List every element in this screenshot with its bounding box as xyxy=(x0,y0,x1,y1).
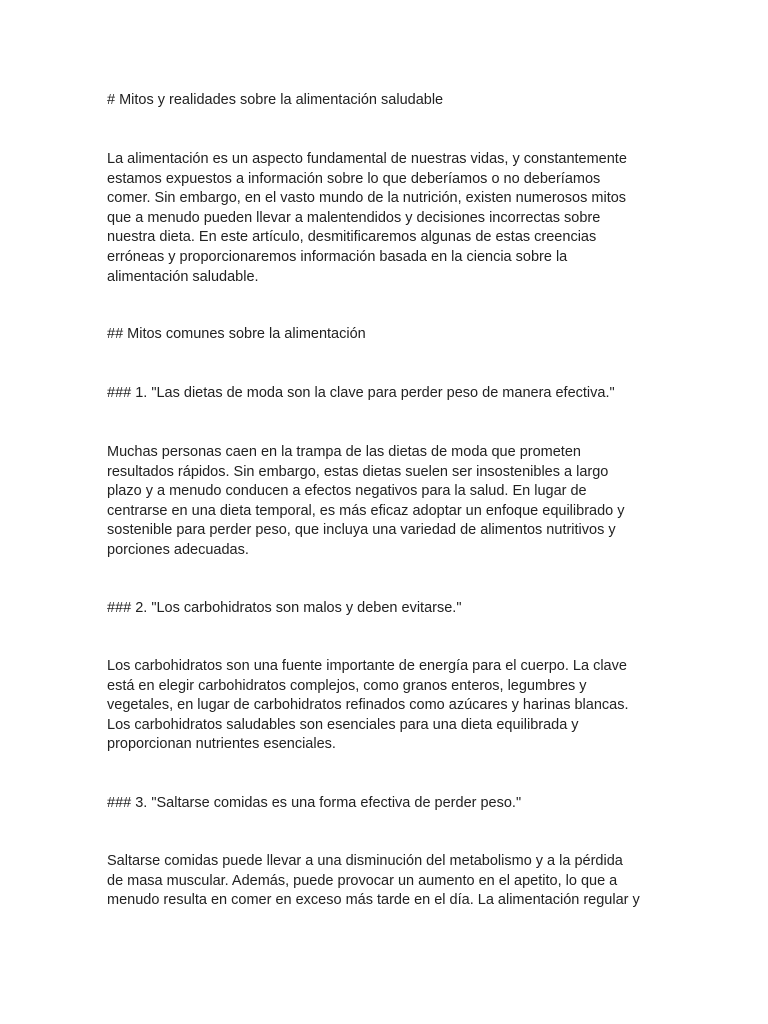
text-line: Saltarse comidas puede llevar a una disminución del metabolismo y a la pérdida xyxy=(107,853,623,869)
intro-paragraph xyxy=(107,150,667,287)
text-line: comer. Sin embargo, en el vasto mundo de la nutrición, existen numerosos mitos xyxy=(107,190,627,207)
text-line: estamos expuestos a información sobre lo que deberíamos o no deberíamos xyxy=(107,170,601,187)
document-title: # Mitos y realidades sobre la alimentación saludable xyxy=(107,92,444,108)
text-line: centrarse en una dieta temporal, es más eficaz adoptar un enfoque equilibrado y xyxy=(107,502,625,519)
myth-paragraph-1 xyxy=(107,443,667,561)
myth-heading-1: ### 1. "Las dietas de moda son la clave para perder peso de manera efectiva." xyxy=(107,385,615,401)
myth-paragraph-2 xyxy=(107,657,667,755)
text-line: porciones adecuadas. xyxy=(107,541,249,558)
text-line: plazo y a menudo conducen a efectos negativos para la salud. En lugar de xyxy=(107,483,587,500)
text-line: Muchas personas caen en la trampa de las dietas de moda que prometen xyxy=(107,444,581,460)
text-line: Los carbohidratos saludables son esenciales para una dieta equilibrada y xyxy=(107,716,579,733)
text-line: sostenible para perder peso, que incluya una variedad de alimentos nutritivos y xyxy=(107,522,616,539)
text-line: está en elegir carbohidratos complejos, como granos enteros, legumbres y xyxy=(107,677,587,694)
section-heading: ## Mitos comunes sobre la alimentación xyxy=(107,326,366,342)
myth-paragraph-3 xyxy=(107,852,667,911)
text-line: erróneas y proporcionaremos información basada en la ciencia sobre la xyxy=(107,248,568,265)
myth-heading-3: ### 3. "Saltarse comidas es una forma efectiva de perder peso." xyxy=(107,795,522,811)
text-line: menudo resulta en comer en exceso más tarde en el día. La alimentación regular y xyxy=(107,892,640,909)
text-line: proporcionan nutrientes esenciales. xyxy=(107,736,336,753)
text-line: Los carbohidratos son una fuente importante de energía para el cuerpo. La clave xyxy=(107,658,627,674)
text-line: La alimentación es un aspecto fundamental de nuestras vidas, y constantemente xyxy=(107,151,627,167)
text-line: alimentación saludable. xyxy=(107,268,259,285)
text-line: vegetales, en lugar de carbohidratos refinados como azúcares y harinas blancas. xyxy=(107,697,629,714)
text-line: nuestra dieta. En este artículo, desmitificaremos algunas de estas creencias xyxy=(107,229,597,246)
text-line: que a menudo pueden llevar a malentendidos y decisiones incorrectas sobre xyxy=(107,209,601,226)
myth-heading-2: ### 2. "Los carbohidratos son malos y deben evitarse." xyxy=(107,600,462,616)
text-line: resultados rápidos. Sin embargo, estas dietas suelen ser insostenibles a largo xyxy=(107,463,609,480)
text-line: de masa muscular. Además, puede provocar un aumento en el apetito, lo que a xyxy=(107,872,618,889)
